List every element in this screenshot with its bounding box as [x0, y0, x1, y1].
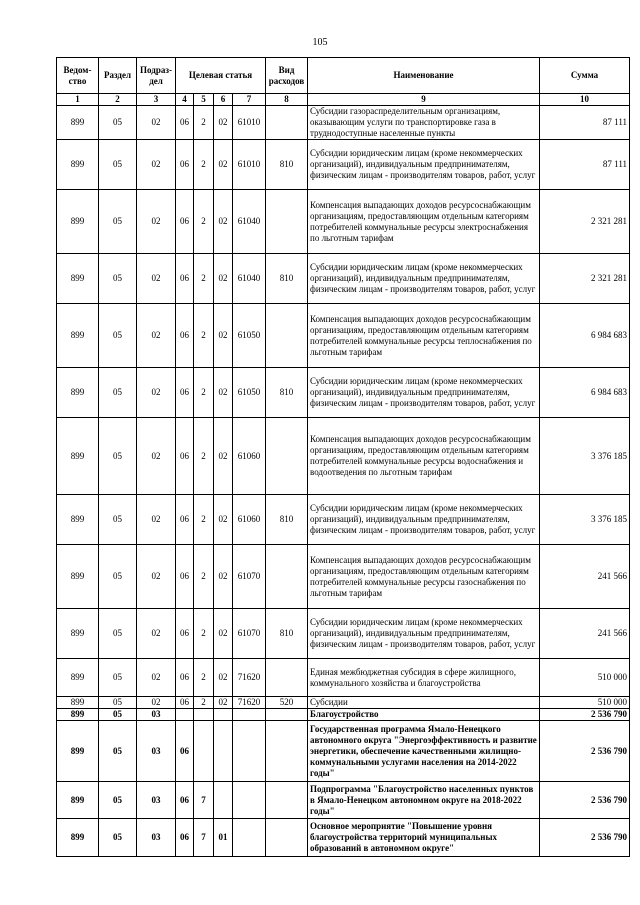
cell-target-2: 2	[194, 368, 214, 418]
cell-podrazdel: 02	[137, 495, 176, 545]
header-podrazdel: Подраз-дел	[137, 58, 176, 94]
cell-podrazdel: 03	[137, 819, 176, 857]
cell-name: Субсидии	[308, 697, 540, 709]
cell-podrazdel: 02	[137, 190, 176, 254]
cell-name: Государственная программа Ямало-Ненецкого автономного округа "Энергоэффективность и развитие энергетики, обеспечение качественными жилищно-коммунальными услугами населения на 2014-2022 годы"	[308, 721, 540, 782]
cell-name: Субсидии юридическим лицам (кроме некоммерческих организаций), индивидуальным предпринимателям, физическим лицам - производителям товаров, работ, услуг	[308, 495, 540, 545]
cell-sum: 2 536 790	[540, 819, 630, 857]
cell-vid: 810	[266, 368, 308, 418]
cell-razdel: 05	[99, 709, 137, 721]
cell-name: Основное мероприятие "Повышение уровня благоустройства территорий муниципальных образований в автономном округе"	[308, 819, 540, 857]
cell-vid: 810	[266, 254, 308, 304]
cell-name: Благоустройство	[308, 709, 540, 721]
cell-vid	[266, 190, 308, 254]
budget-table	[56, 57, 630, 857]
column-number: 9	[308, 94, 540, 106]
cell-target-1: 06	[176, 545, 194, 609]
cell-target-1: 06	[176, 782, 194, 819]
cell-name: Единая межбюджетная субсидия в сфере жилищного, коммунального хозяйства и благоустройства	[308, 659, 540, 697]
cell-podrazdel: 03	[137, 709, 176, 721]
cell-razdel: 05	[99, 190, 137, 254]
cell-target-4	[233, 709, 266, 721]
cell-target-4: 71620	[233, 697, 266, 709]
cell-sum: 510 000	[540, 659, 630, 697]
cell-target-2: 2	[194, 106, 214, 140]
cell-target-1: 06	[176, 659, 194, 697]
cell-razdel: 05	[99, 418, 137, 495]
cell-podrazdel: 02	[137, 106, 176, 140]
cell-target-3: 02	[214, 495, 233, 545]
cell-ved: 899	[57, 304, 99, 368]
column-number: 2	[99, 94, 137, 106]
cell-ved: 899	[57, 106, 99, 140]
table-row	[57, 782, 630, 819]
cell-target-1: 06	[176, 140, 194, 190]
cell-target-2: 2	[194, 304, 214, 368]
cell-razdel: 05	[99, 697, 137, 709]
cell-name: Компенсация выпадающих доходов ресурсоснабжающим организациям, предоставляющим отдельным категориям потребителей коммунальные ресурсы теплоснабжения по льготным тарифам	[308, 304, 540, 368]
cell-target-2	[194, 721, 214, 782]
cell-ved: 899	[57, 368, 99, 418]
table-row	[57, 609, 630, 659]
header-razdel: Раздел	[99, 58, 137, 94]
cell-target-1: 06	[176, 368, 194, 418]
cell-podrazdel: 02	[137, 545, 176, 609]
table-row	[57, 545, 630, 609]
cell-name: Субсидии газораспределительным организациям, оказывающим услуги по транспортировке газа в труднодоступные населенные пункты	[308, 106, 540, 140]
cell-podrazdel: 03	[137, 721, 176, 782]
table-body	[57, 106, 630, 857]
cell-sum: 6 984 683	[540, 304, 630, 368]
cell-ved: 899	[57, 609, 99, 659]
cell-name: Подпрограмма "Благоустройство населенных пунктов в Ямало-Ненецком автономном округе на 2018-2022 годы"	[308, 782, 540, 819]
header-name: Наименование	[308, 58, 540, 94]
cell-podrazdel: 03	[137, 782, 176, 819]
cell-name: Компенсация выпадающих доходов ресурсоснабжающим организациям, предоставляющим отдельным категориям потребителей коммунальные ресурсы газоснабжения по льготным тарифам	[308, 545, 540, 609]
cell-name: Компенсация выпадающих доходов ресурсоснабжающим организациям, предоставляющим отдельным категориям потребителей коммунальные ресурсы водоснабжения и водоотведения по льготным тарифам	[308, 418, 540, 495]
column-number: 4	[176, 94, 194, 106]
cell-name: Компенсация выпадающих доходов ресурсоснабжающим организациям, предоставляющим отдельным категориям потребителей коммунальные ресурсы электроснабжения по льготным тарифам	[308, 190, 540, 254]
cell-sum: 6 984 683	[540, 368, 630, 418]
cell-target-3: 02	[214, 659, 233, 697]
column-number: 8	[266, 94, 308, 106]
cell-name: Субсидии юридическим лицам (кроме некоммерческих организаций), индивидуальным предпринимателям, физическим лицам - производителям товаров, работ, услуг	[308, 609, 540, 659]
cell-razdel: 05	[99, 106, 137, 140]
cell-target-1: 06	[176, 819, 194, 857]
cell-target-3: 02	[214, 140, 233, 190]
cell-vid: 810	[266, 609, 308, 659]
table-row	[57, 254, 630, 304]
cell-target-2	[194, 709, 214, 721]
cell-vid: 810	[266, 495, 308, 545]
cell-target-4: 71620	[233, 659, 266, 697]
cell-podrazdel: 02	[137, 659, 176, 697]
cell-sum: 510 000	[540, 697, 630, 709]
cell-target-1: 06	[176, 721, 194, 782]
cell-podrazdel: 02	[137, 254, 176, 304]
page-number: 105	[312, 37, 328, 48]
cell-target-1: 06	[176, 697, 194, 709]
table-row	[57, 709, 630, 721]
cell-vid	[266, 106, 308, 140]
cell-target-3: 02	[214, 545, 233, 609]
cell-razdel: 05	[99, 495, 137, 545]
column-number: 7	[233, 94, 266, 106]
cell-target-3: 02	[214, 190, 233, 254]
cell-ved: 899	[57, 721, 99, 782]
cell-razdel: 05	[99, 721, 137, 782]
cell-ved: 899	[57, 190, 99, 254]
table-row	[57, 659, 630, 697]
cell-target-4	[233, 721, 266, 782]
cell-sum: 241 566	[540, 545, 630, 609]
cell-sum: 2 321 281	[540, 190, 630, 254]
cell-vid	[266, 721, 308, 782]
cell-target-2: 7	[194, 819, 214, 857]
cell-target-1: 06	[176, 418, 194, 495]
cell-target-4: 61070	[233, 545, 266, 609]
cell-razdel: 05	[99, 819, 137, 857]
cell-ved: 899	[57, 545, 99, 609]
cell-sum: 2 536 790	[540, 782, 630, 819]
cell-target-3	[214, 782, 233, 819]
cell-podrazdel: 02	[137, 368, 176, 418]
cell-name: Субсидии юридическим лицам (кроме некоммерческих организаций), индивидуальным предпринимателям, физическим лицам - производителям товаров, работ, услуг	[308, 140, 540, 190]
cell-name: Субсидии юридическим лицам (кроме некоммерческих организаций), индивидуальным предпринимателям, физическим лицам - производителям товаров, работ, услуг	[308, 368, 540, 418]
cell-target-1: 06	[176, 304, 194, 368]
cell-target-2: 2	[194, 545, 214, 609]
cell-target-3: 02	[214, 418, 233, 495]
cell-target-4: 61010	[233, 106, 266, 140]
table-row	[57, 418, 630, 495]
cell-razdel: 05	[99, 254, 137, 304]
cell-razdel: 05	[99, 782, 137, 819]
cell-target-3: 02	[214, 697, 233, 709]
cell-target-3: 02	[214, 609, 233, 659]
table-row	[57, 721, 630, 782]
cell-target-4	[233, 782, 266, 819]
cell-target-1	[176, 709, 194, 721]
cell-target-1: 06	[176, 106, 194, 140]
cell-target-3: 01	[214, 819, 233, 857]
column-number: 1	[57, 94, 99, 106]
cell-target-4	[233, 819, 266, 857]
cell-razdel: 05	[99, 545, 137, 609]
cell-target-4: 61060	[233, 418, 266, 495]
cell-sum: 3 376 185	[540, 495, 630, 545]
cell-target-1: 06	[176, 495, 194, 545]
table-header-row	[57, 58, 630, 94]
table-row	[57, 368, 630, 418]
cell-target-4: 61050	[233, 368, 266, 418]
cell-vid	[266, 659, 308, 697]
cell-sum: 2 536 790	[540, 709, 630, 721]
cell-target-4: 61070	[233, 609, 266, 659]
column-number: 6	[214, 94, 233, 106]
cell-razdel: 05	[99, 368, 137, 418]
cell-name: Субсидии юридическим лицам (кроме некоммерческих организаций), индивидуальным предпринимателям, физическим лицам - производителям товаров, работ, услуг	[308, 254, 540, 304]
cell-vid	[266, 418, 308, 495]
cell-vid	[266, 819, 308, 857]
cell-target-2: 2	[194, 609, 214, 659]
cell-ved: 899	[57, 418, 99, 495]
cell-sum: 87 111	[540, 140, 630, 190]
cell-ved: 899	[57, 709, 99, 721]
cell-target-4: 61010	[233, 140, 266, 190]
cell-sum: 3 376 185	[540, 418, 630, 495]
cell-ved: 899	[57, 819, 99, 857]
cell-razdel: 05	[99, 304, 137, 368]
column-number: 10	[540, 94, 630, 106]
cell-target-3	[214, 709, 233, 721]
cell-razdel: 05	[99, 609, 137, 659]
table-row	[57, 819, 630, 857]
cell-podrazdel: 02	[137, 609, 176, 659]
table-row	[57, 495, 630, 545]
cell-vid	[266, 545, 308, 609]
cell-sum: 87 111	[540, 106, 630, 140]
table-row	[57, 140, 630, 190]
cell-razdel: 05	[99, 659, 137, 697]
cell-podrazdel: 02	[137, 140, 176, 190]
cell-target-3: 02	[214, 368, 233, 418]
table-row	[57, 106, 630, 140]
cell-target-2: 2	[194, 140, 214, 190]
cell-ved: 899	[57, 659, 99, 697]
cell-target-4: 61040	[233, 190, 266, 254]
column-number-row	[57, 94, 630, 106]
cell-target-3: 02	[214, 304, 233, 368]
cell-razdel: 05	[99, 140, 137, 190]
table-row	[57, 304, 630, 368]
table-row	[57, 697, 630, 709]
cell-target-4: 61050	[233, 304, 266, 368]
cell-ved: 899	[57, 254, 99, 304]
cell-target-2: 2	[194, 659, 214, 697]
column-number: 5	[194, 94, 214, 106]
cell-podrazdel: 02	[137, 304, 176, 368]
cell-target-1: 06	[176, 609, 194, 659]
cell-vid	[266, 782, 308, 819]
cell-target-2: 2	[194, 697, 214, 709]
cell-ved: 899	[57, 495, 99, 545]
header-target: Целевая статья	[176, 58, 266, 94]
cell-vid	[266, 304, 308, 368]
cell-podrazdel: 02	[137, 418, 176, 495]
cell-vid: 810	[266, 140, 308, 190]
cell-target-3: 02	[214, 254, 233, 304]
cell-sum: 2 321 281	[540, 254, 630, 304]
cell-target-1: 06	[176, 190, 194, 254]
column-number: 3	[137, 94, 176, 106]
cell-ved: 899	[57, 140, 99, 190]
cell-target-2: 2	[194, 254, 214, 304]
cell-target-3: 02	[214, 106, 233, 140]
cell-target-2: 7	[194, 782, 214, 819]
cell-target-2: 2	[194, 495, 214, 545]
cell-vid: 520	[266, 697, 308, 709]
table-row	[57, 190, 630, 254]
cell-target-4: 61060	[233, 495, 266, 545]
cell-ved: 899	[57, 782, 99, 819]
cell-vid	[266, 709, 308, 721]
cell-target-1: 06	[176, 254, 194, 304]
cell-podrazdel: 02	[137, 697, 176, 709]
cell-target-3	[214, 721, 233, 782]
header-ved: Ведом-ство	[57, 58, 99, 94]
cell-target-2: 2	[194, 418, 214, 495]
cell-target-2: 2	[194, 190, 214, 254]
header-vid: Вид расходов	[266, 58, 308, 94]
cell-sum: 241 566	[540, 609, 630, 659]
cell-target-4: 61040	[233, 254, 266, 304]
cell-ved: 899	[57, 697, 99, 709]
cell-sum: 2 536 790	[540, 721, 630, 782]
header-sum: Сумма	[540, 58, 630, 94]
